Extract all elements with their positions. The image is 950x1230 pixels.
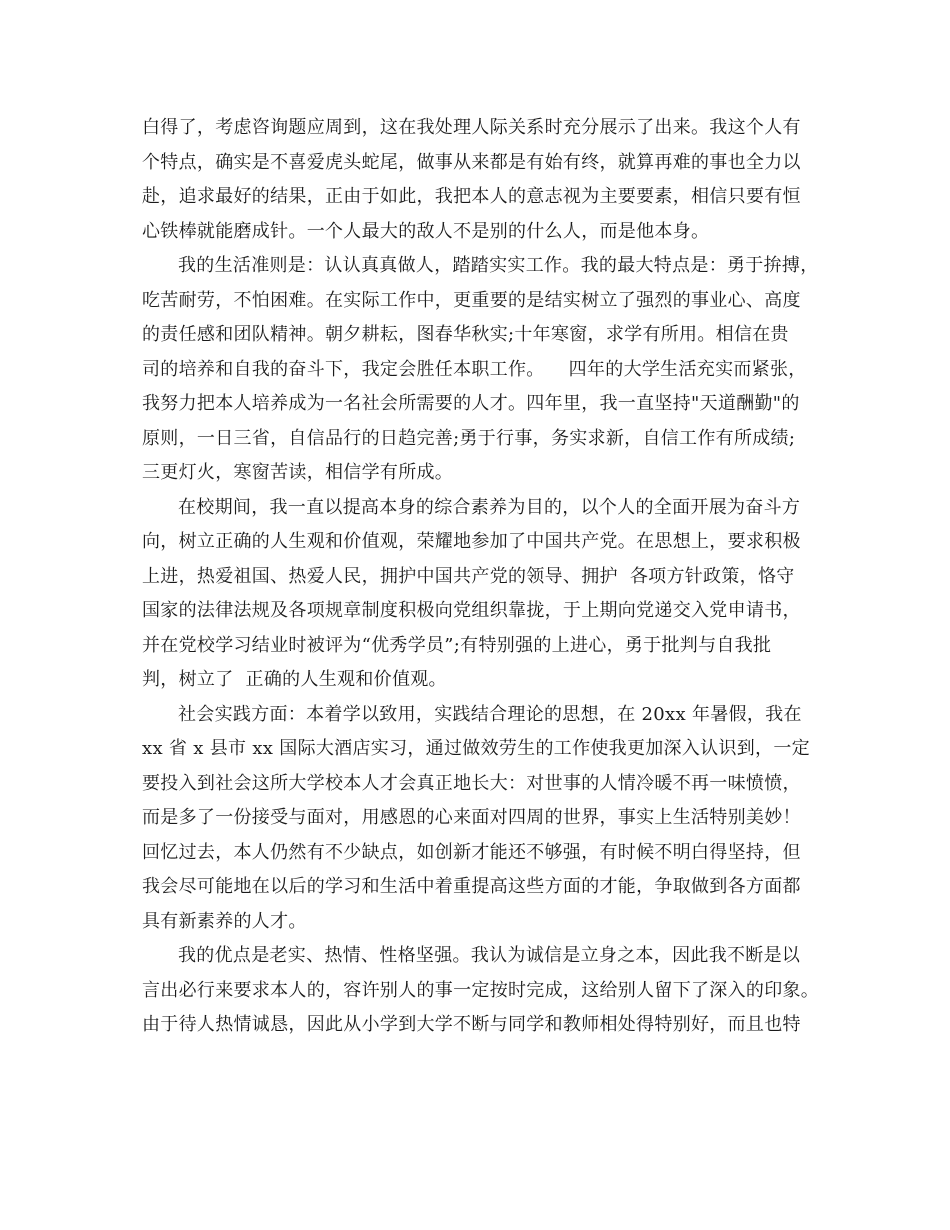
document-body <box>142 111 842 1043</box>
text-line: xx 省 x 县市 xx 国际大酒店实习，通过做效劳生的工作使我更加深入认识到，一定 <box>142 738 810 759</box>
text-line: 心铁棒就能磨成针。一个人最大的敌人不是别的什么人，而是他本身。 <box>142 220 710 242</box>
paragraph <box>142 249 842 491</box>
text-line: 三更灯火，寒窗苦读，相信学有所成。 <box>142 462 454 483</box>
text-line: 向，树立正确的人生观和价值观，荣耀地参加了中国共产党。在思想上，要求积极 <box>142 531 801 552</box>
text-line: 回忆过去，本人仍然有不少缺点，如创新才能还不够强，有时候不明白得坚持，但 <box>142 841 801 863</box>
text-line: 我努力把本人培养成为一名社会所需要的人才。四年里，我一直坚持"天道酬勤"的 <box>142 393 800 414</box>
paragraph <box>142 939 842 1043</box>
text-line: 吃苦耐劳，不怕困难。在实际工作中，更重要的是结实树立了强烈的事业心、高度 <box>142 289 801 311</box>
text-line: 我会尽可能地在以后的学习和生活中着重提高这些方面的才能，争取做到各方面都 <box>142 876 801 897</box>
text-line: 白得了，考虑咨询题应周到，这在我处理人际关系时充分展示了出来。我这个人有 <box>142 117 801 138</box>
text-line: 具有新素养的人才。 <box>142 910 307 932</box>
paragraph <box>142 698 842 940</box>
text-line: 判，树立了 正确的人生观和价值观。 <box>142 669 447 690</box>
text-line: 并在党校学习结业时被评为“优秀学员”;有特别强的上进心，勇于批判与自我批 <box>142 634 772 656</box>
paragraph <box>142 491 842 698</box>
text-line: 要投入到社会这所大学校本人才会真正地长大：对世事的人情冷暖不再一味愤愤， <box>142 772 801 794</box>
paragraph <box>142 111 842 249</box>
text-line: 上进，热爱祖国、热爱人民，拥护中国共产党的领导、拥护 各项方针政策，恪守 <box>142 565 795 587</box>
text-line: 赴，追求最好的结果，正由于如此，我把本人的意志视为主要要素，相信只要有恒 <box>142 186 801 207</box>
text-line: 的责任感和团队精神。朝夕耕耘，图春华秋实;十年寒窗，求学有所用。相信在贵 <box>142 324 789 345</box>
text-line: 原则，一日三省，自信品行的日趋完善;勇于行事，务实求新，自信工作有所成绩; <box>142 427 796 449</box>
text-line: 而是多了一份接受与面对，用感恩的心来面对四周的世界，事实上生活特别美妙！ <box>142 807 801 828</box>
text-line: 我的生活准则是：认认真真做人，踏踏实实工作。我的最大特点是：勇于拚搏， <box>178 255 819 276</box>
text-line: 言出必行来要求本人的，容许别人的事一定按时完成，这给别人留下了深入的印象。 <box>142 979 820 1001</box>
text-line: 个特点，确实是不喜爱虎头蛇尾，做事从来都是有始有终，就算再难的事也全力以 <box>142 151 801 173</box>
text-line: 司的培养和自我的奋斗下，我定会胜任本职工作。 四年的大学生活充实而紧张， <box>142 358 807 380</box>
text-line: 我的优点是老实、热情、性格坚强。我认为诚信是立身之本，因此我不断是以 <box>178 945 801 966</box>
text-line: 由于待人热情诚恳，因此从小学到大学不断与同学和教师相处得特别好，而且也特 <box>142 1014 801 1035</box>
text-line: 国家的法律法规及各项规章制度积极向党组织靠拢，于上期向党递交入党申请书， <box>142 600 801 621</box>
text-line: 在校期间，我一直以提高本身的综合素养为目的，以个人的全面开展为奋斗方 <box>178 496 801 518</box>
text-line: 社会实践方面：本着学以致用，实践结合理论的思想，在 20xx 年暑假，我在 <box>178 703 802 725</box>
